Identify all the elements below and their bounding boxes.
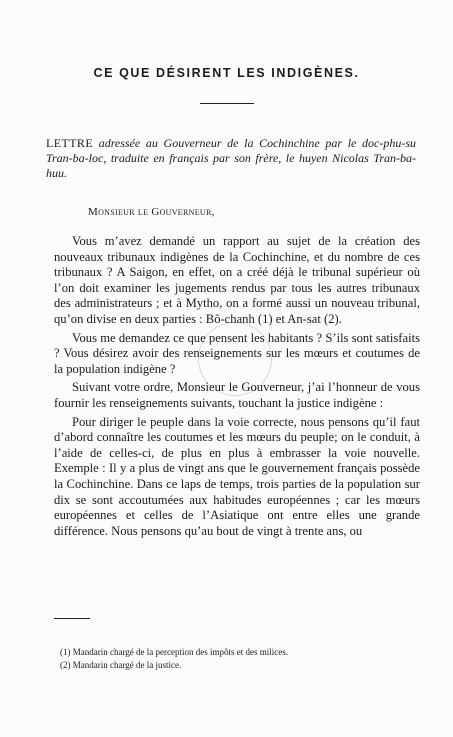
- paragraph: Pour diriger le peuple dans la voie correcte, nous pensons qu’il faut d’abord connaître les coutumes et les mœurs du peuple; on le conduit, à l’aide de celles-ci, de plus en plus à embrasser la voie nouvelle. Exemple : Il y a plus de vingt ans que le gouvernement français possède la Cochinchine. Dans ce laps de temps, trois parties de la population sur dix se sont accoutumées aux habitudes européennes ; car les mœurs européennes et celles de l’Asiatique ont entre elles une grande différence. Nous pensons qu’au bout de vingt à trente ans, ou: [54, 414, 420, 538]
- salutation: Monsieur le Gouverneur,: [88, 206, 215, 218]
- intro-text: adressée au Gouverneur de la Cochinchine par le doc-phu-su Tran-ba-loc, traduite en français par son frère, le huyen Nicolas Tran-ba-huu.: [46, 136, 416, 181]
- letter-body: [54, 234, 420, 542]
- title-divider: [200, 103, 254, 104]
- paragraph: Suivant votre ordre, Monsieur le Gouverneur, j’ai l’honneur de vous fournir les renseignements suivants, touchant la justice indigène :: [54, 380, 420, 410]
- footnote-divider: [54, 618, 90, 619]
- intro-note: [46, 136, 416, 182]
- article-title: CE QUE DÉSIRENT LES INDIGÈNES.: [93, 66, 360, 80]
- paragraph: Vous me demandez ce que pensent les habitants ? S’ils sont satisfaits ? Vous désirez avoir des renseignements sur les mœurs et coutumes de la population indigène ?: [54, 330, 420, 376]
- footnote-1: (1) Mandarin chargé de la perception des impôts et des milices.: [60, 647, 289, 657]
- footnotes: [60, 646, 420, 671]
- intro-lead: LETTRE: [46, 136, 94, 150]
- paragraph: Vous m’avez demandé un rapport au sujet de la création des nouveaux tribunaux indigènes de la Cochinchine, et du nombre de ces tribunaux ? A Saigon, en effet, on a créé déjà le tribunal supérieur où l’on doit examiner les jugements rendus par tous les autres tribunaux des administrateurs ; et à Mytho, on a formé aussi un nouveau tribunal, qu’on divise en deux parties : Bô-chanh (1) et An-sat (2).: [54, 234, 420, 326]
- footnote-2: (2) Mandarin chargé de la justice.: [60, 659, 182, 670]
